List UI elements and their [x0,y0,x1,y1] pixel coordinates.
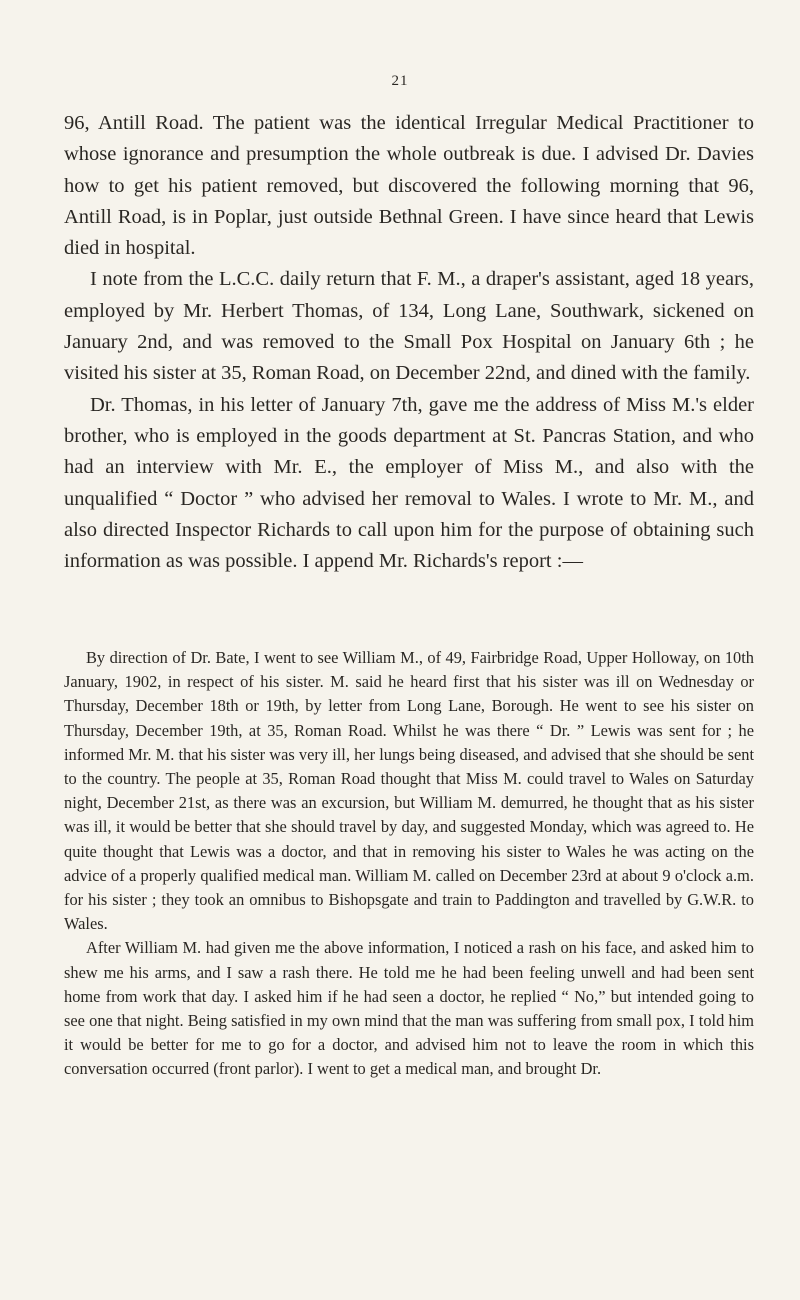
paragraph: Dr. Thomas, in his letter of January 7th, gave me the address of Miss M.'s elder brother, who is employed in the goods department at St. Pancras Station, and who had an interview with Mr. E., the employer of Miss M., and also with the unqualified “ Doctor ” who advised her removal to Wales. I wrote to Mr. M., and also directed Inspector Richards to call upon him for the purpose of obtaining such information as was possible. I append Mr. Richards's report :— [64,393,754,573]
main-text [64,108,754,577]
page-number: 21 [391,73,409,89]
paragraph: I note from the L.C.C. daily return that F. M., a draper's assistant, aged 18 years, employed by Mr. Herbert Thomas, of 134, Long Lane, Southwark, sickened on January 2nd, and was removed to the Small Pox Hospital on January 6th ; he visited his sister at 35, Roman Road, on December 22nd, and dined with the family. [64,268,754,385]
paragraph: 96, Antill Road. The patient was the identical Irregular Medical Practitioner to whose ignorance and presumption the whole outbreak is due. I advised Dr. Davies how to get his patient removed, but discovered the following morning that 96, Antill Road, is in Poplar, just outside Bethnal Green. I have since heard that Lewis died in hospital. [64,112,754,260]
report-paragraph: After William M. had given me the above information, I noticed a rash on his face, and asked him to shew me his arms, and I saw a rash there. He told me he had been feeling unwell and had been sent home from work that day. I asked him if he had seen a doctor, he replied “ No,” but intended going to see one that night. Being satisfied in my own mind that the man was suffering from small pox, I told him it would be better for me to go for a doctor, and advised him not to leave the room in which this conversation occurred (front parlor). I went to get a medical man, and brought Dr. [64,938,754,1079]
inspector-report [64,646,754,1082]
report-paragraph: By direction of Dr. Bate, I went to see William M., of 49, Fairbridge Road, Upper Holloway, on 10th January, 1902, in respect of his sister. M. said he heard first that his sister was ill on Wednesday or Thursday, December 18th or 19th, by letter from Long Lane, Borough. He went to see his sister on Thursday, December 19th, at 35, Roman Road. Whilst he was there “ Dr. ” Lewis was sent for ; he informed Mr. M. that his sister was very ill, her lungs being diseased, and advised that she should be sent to the country. The people at 35, Roman Road thought that Miss M. could travel to Wales on Saturday night, December 21st, as there was an excursion, but William M. demurred, he thought that as his sister was ill, it would be better that she should travel by day, and suggested Monday, which was agreed to. He quite thought that Lewis was a doctor, and that in removing his sister to Wales he was acting on the advice of a properly qualified medical man. William M. called on December 23rd at about 9 o'clock a.m. for his sister ; they took an omnibus to Bishopsgate and train to Paddington and travelled by G.W.R. to Wales. [64,648,754,934]
